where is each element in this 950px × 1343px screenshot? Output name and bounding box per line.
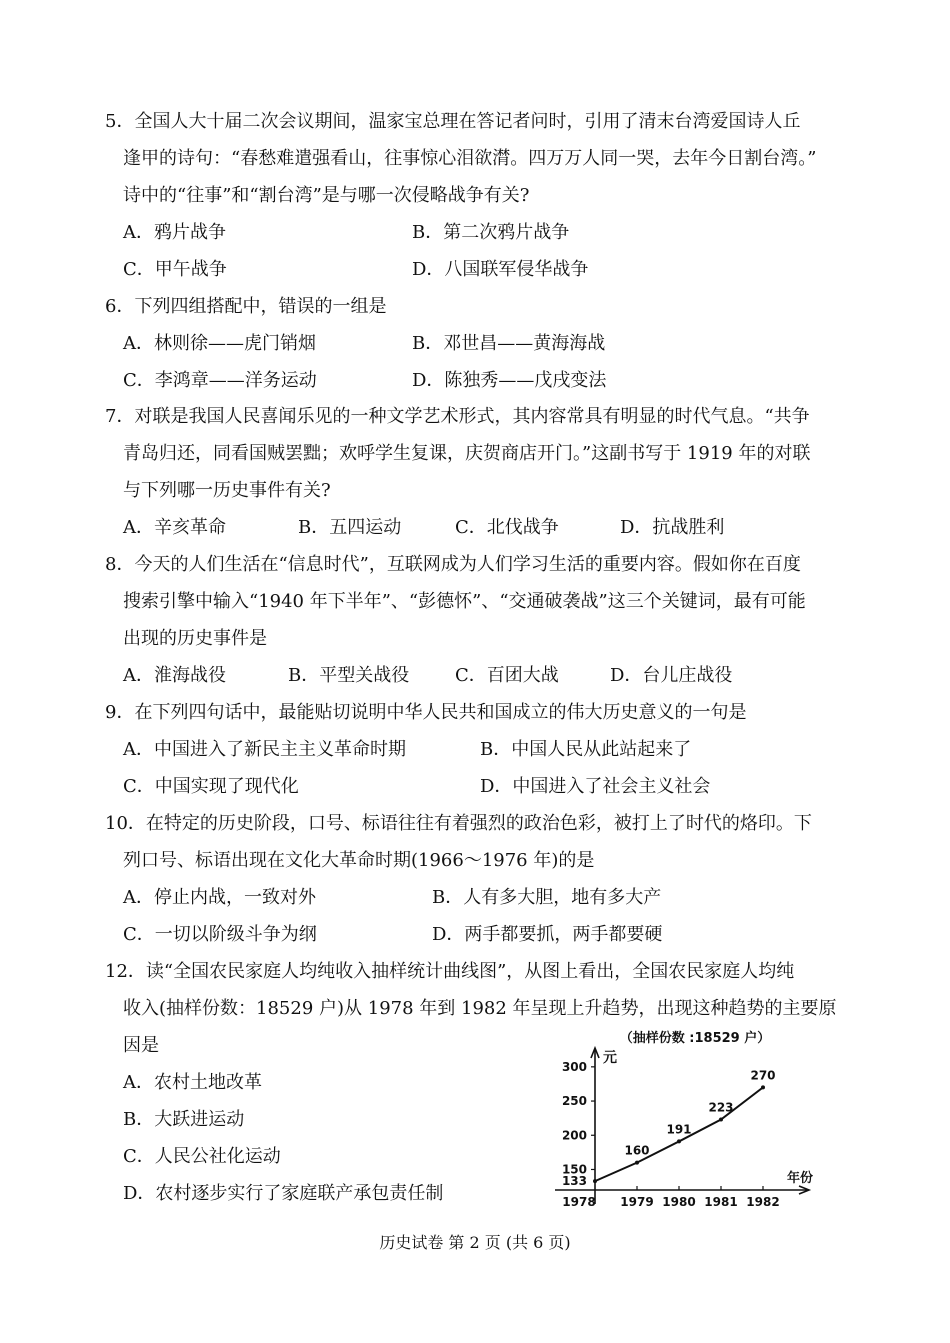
q12-stem-line1: 12．读“全国农民家庭人均纯收入抽样统计曲线图”，从图上看出，全国农民家庭人均纯 xyxy=(105,961,795,982)
x-tick-label: 1981 xyxy=(704,1195,738,1209)
q8-option-d: D．台儿庄战役 xyxy=(610,665,733,686)
data-point xyxy=(761,1085,765,1089)
income-line-chart xyxy=(545,1022,825,1212)
y-tick-label: 200 xyxy=(561,1128,587,1143)
q7-option-b: B．五四运动 xyxy=(298,517,402,538)
q7-option-c: C．北伐战争 xyxy=(455,517,559,538)
data-point xyxy=(677,1139,681,1143)
x-tick-label: 1979 xyxy=(620,1195,654,1209)
q9-stem: 9．在下列四句话中，最能贴切说明中华人民共和国成立的伟大历史意义的一句是 xyxy=(105,702,747,723)
q8-option-a: A．淮海战役 xyxy=(123,665,226,686)
q8-stem-line1: 8．今天的人们生活在“信息时代”，互联网成为人们学习生活的重要内容。假如你在百度 xyxy=(105,554,801,575)
q12-stem-line2: 收入(抽样份数：18529 户)从 1978 年到 1982 年呈现上升趋势，出现这种趋势的主要原 xyxy=(123,998,837,1019)
x-axis-label: 年份 xyxy=(787,1171,814,1186)
data-label: 223 xyxy=(708,1100,734,1115)
q7-stem-line2: 青岛归还，同看国贼罢黜；欢呼学生复课，庆贺商店开门。”这副书写于 1919 年的对联 xyxy=(123,443,811,464)
data-label: 191 xyxy=(666,1122,692,1137)
q12-option-a: A．农村土地改革 xyxy=(123,1072,262,1093)
q9-option-c: C．中国实现了现代化 xyxy=(123,776,299,797)
q8-option-c: C．百团大战 xyxy=(455,665,559,686)
q12-option-d: D．农村逐步实行了家庭联产承包责任制 xyxy=(123,1183,444,1204)
q6-option-c: C．李鸿章——洋务运动 xyxy=(123,370,317,391)
x-tick-label: 1980 xyxy=(662,1195,696,1209)
q5-option-c: C．甲午战争 xyxy=(123,259,227,280)
q8-stem-line2: 搜索引擎中输入“1940 年下半年”、“彭德怀”、“交通破袭战”这三个关键词，最有可能 xyxy=(123,591,806,612)
q5-option-d: D．八国联军侵华战争 xyxy=(412,259,589,280)
q10-option-b: B．人有多大胆，地有多大产 xyxy=(432,887,662,908)
q7-stem-line1: 7．对联是我国人民喜闻乐见的一种文学艺术形式，其内容常具有明显的时代气息。“共争 xyxy=(105,406,810,427)
q7-stem-line3: 与下列哪一历史事件有关? xyxy=(123,480,331,501)
q10-option-d: D．两手都要抓，两手都要硬 xyxy=(432,924,663,945)
q5-stem-line2: 逢甲的诗句：“春愁难遣强看山，往事惊心泪欲潸。四万万人同一哭，去年今日割台湾。” xyxy=(123,148,817,169)
data-point xyxy=(635,1161,639,1165)
q8-option-b: B．平型关战役 xyxy=(288,665,410,686)
q10-stem-line1: 10．在特定的历史阶段，口号、标语往往有着强烈的政治色彩，被打上了时代的烙印。下 xyxy=(105,813,812,834)
q5-stem-line1: 5．全国人大十届二次会议期间，温家宝总理在答记者问时，引用了清末台湾爱国诗人丘 xyxy=(105,111,801,132)
q8-stem-line3: 出现的历史事件是 xyxy=(123,628,267,649)
q7-option-d: D．抗战胜利 xyxy=(620,517,725,538)
q6-option-d: D．陈独秀——戊戌变法 xyxy=(412,370,607,391)
y-tick-label: 150 xyxy=(561,1162,587,1177)
q6-option-b: B．邓世昌——黄海海战 xyxy=(412,333,606,354)
y-tick-label: 300 xyxy=(561,1059,587,1074)
data-label: 270 xyxy=(750,1068,776,1083)
q12-option-b: B．大跃进运动 xyxy=(123,1109,245,1130)
data-label: 160 xyxy=(624,1143,650,1158)
q10-stem-line2: 列口号、标语出现在文化大革命时期(1966～1976 年)的是 xyxy=(123,850,595,871)
data-point xyxy=(719,1118,723,1122)
y-tick-label: 250 xyxy=(561,1094,587,1109)
x-tick-label: 1982 xyxy=(746,1195,780,1209)
y-axis-label: 元 xyxy=(603,1050,617,1066)
data-point xyxy=(593,1179,597,1183)
q9-option-b: B．中国人民从此站起来了 xyxy=(480,739,692,760)
q9-option-d: D．中国进入了社会主义社会 xyxy=(480,776,711,797)
q5-option-b: B．第二次鸦片战争 xyxy=(412,222,570,243)
x-tick-label: 1978 xyxy=(562,1195,596,1209)
q10-option-a: A．停止内战，一致对外 xyxy=(123,887,316,908)
data-label: 133 xyxy=(561,1174,587,1189)
q6-stem: 6．下列四组搭配中，错误的一组是 xyxy=(105,296,387,317)
q10-option-c: C．一切以阶级斗争为纲 xyxy=(123,924,317,945)
q6-option-a: A．林则徐——虎门销烟 xyxy=(123,333,316,354)
q5-stem-line3: 诗中的“往事”和“割台湾”是与哪一次侵略战争有关? xyxy=(123,185,530,206)
q5-option-a: A．鸦片战争 xyxy=(123,222,226,243)
q12-option-c: C．人民公社化运动 xyxy=(123,1146,281,1167)
page-footer: 历史试卷 第 2 页 (共 6 页) xyxy=(379,1233,571,1252)
chart-title: （抽样份数 :18529 户） xyxy=(619,1031,771,1046)
q7-option-a: A．辛亥革命 xyxy=(123,517,226,538)
q9-option-a: A．中国进入了新民主主义革命时期 xyxy=(123,739,406,760)
q12-stem-line3: 因是 xyxy=(123,1035,159,1056)
